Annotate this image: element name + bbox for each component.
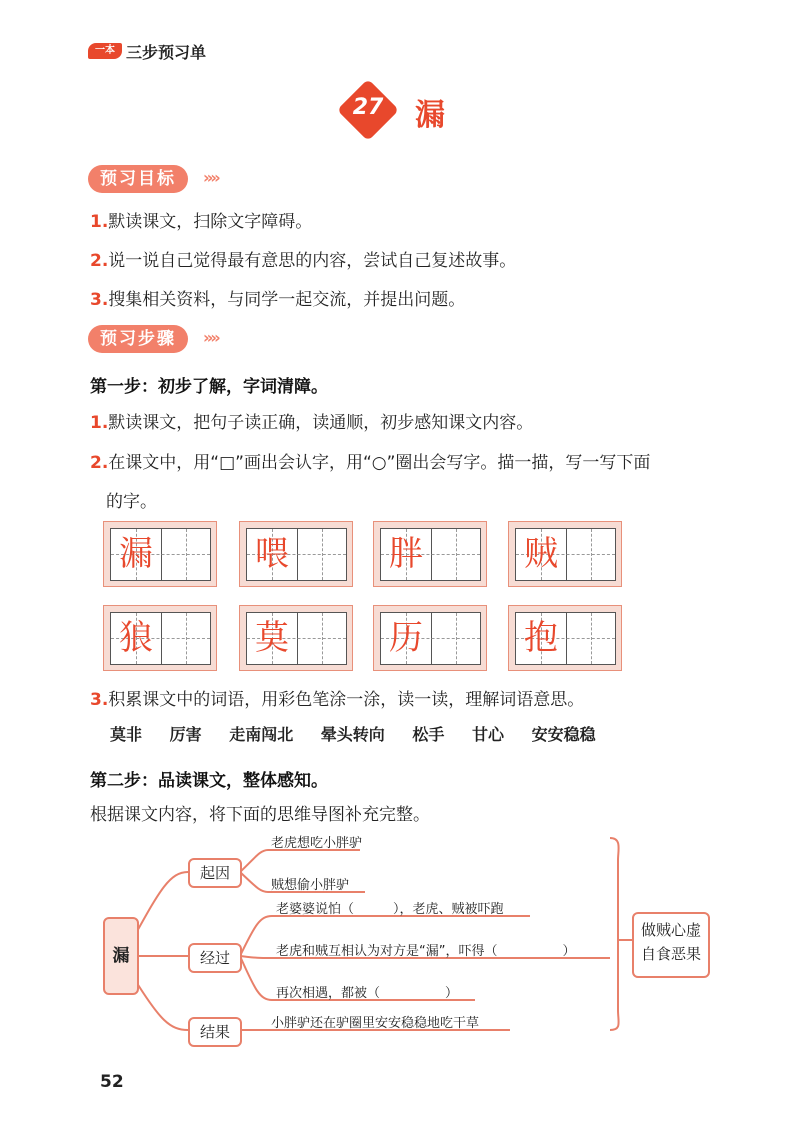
goal-item: 2.说一说自己觉得最有意思的内容，尝试自己复述故事。: [90, 251, 517, 271]
step2-instruction: 根据课文内容，将下面的思维导图补充完整。: [90, 805, 430, 825]
mindmap-leaf: 老婆婆说怕（ ），老虎、贼被吓跑: [276, 902, 504, 917]
header-title: 三步预习单: [126, 43, 207, 62]
mindmap-leaf: 再次相遇，都被（ ）: [276, 986, 459, 1001]
step1-item: 1.默读课文，把句子读正确，读通顺，初步感知课文内容。: [90, 413, 534, 433]
mindmap-leaf: 小胖驴还在驴圈里安安稳稳地吃干草: [271, 1016, 480, 1031]
vocab-word: 厉害: [169, 725, 202, 744]
vocab-word: 安安稳稳: [531, 725, 596, 744]
vocab-word: 松手: [412, 725, 445, 744]
chevron-right-icon: »»: [203, 328, 218, 347]
mindmap-node-process: 经过: [188, 943, 242, 973]
vocab-word: 甘心: [471, 725, 504, 744]
mindmap-leaf: 老虎想吃小胖驴: [271, 836, 363, 851]
trace-character: 莫: [255, 618, 289, 658]
trace-character: 胖: [389, 534, 423, 574]
trace-character: 喂: [255, 534, 289, 574]
moral-line: 做贼心虚: [640, 921, 701, 939]
trace-character: 漏: [119, 534, 153, 574]
mindmap-leaf: 贼想偷小胖驴: [271, 878, 350, 893]
step2-title: 第二步：品读课文，整体感知。: [90, 771, 328, 791]
section-steps-label: 预习步骤: [88, 325, 188, 353]
mindmap-node-result: 结果: [188, 1017, 242, 1047]
mindmap-node-cause: 起因: [188, 858, 242, 888]
vocab-word: 走南闯北: [229, 725, 294, 744]
mindmap-moral: [632, 912, 710, 978]
step1-item: 2.在课文中，用“□”画出会认字，用“○”圈出会写字。描一描，写一写下面: [90, 453, 651, 473]
moral-line: 自食恶果: [640, 945, 701, 963]
step1-item-cont: 的字。: [106, 492, 157, 512]
brand-badge: 一本: [88, 43, 122, 59]
section-goals-label: 预习目标: [88, 165, 188, 193]
step1-item: 3.积累课文中的词语，用彩色笔涂一涂，读一读，理解词语意思。: [90, 690, 585, 710]
vocab-word: 晕头转向: [320, 725, 385, 744]
trace-character: 狼: [119, 618, 153, 658]
trace-character: 抱: [524, 618, 558, 658]
trace-character: 历: [389, 618, 423, 658]
mindmap-leaf: 老虎和贼互相认为对方是“漏”，吓得（ ）: [276, 944, 576, 959]
goal-item: 1.默读课文，扫除文字障碍。: [90, 212, 313, 232]
goal-item: 3.搜集相关资料，与同学一起交流，并提出问题。: [90, 290, 466, 310]
step1-title: 第一步：初步了解，字词清障。: [90, 377, 328, 397]
mindmap-center: 漏: [103, 917, 139, 995]
page-number: 52: [100, 1072, 124, 1092]
lesson-number: 27: [352, 95, 384, 120]
trace-character: 贼: [524, 534, 558, 574]
lesson-title: 漏: [415, 98, 445, 133]
chevron-right-icon: »»: [203, 168, 218, 187]
vocab-word: 莫非: [110, 725, 143, 744]
